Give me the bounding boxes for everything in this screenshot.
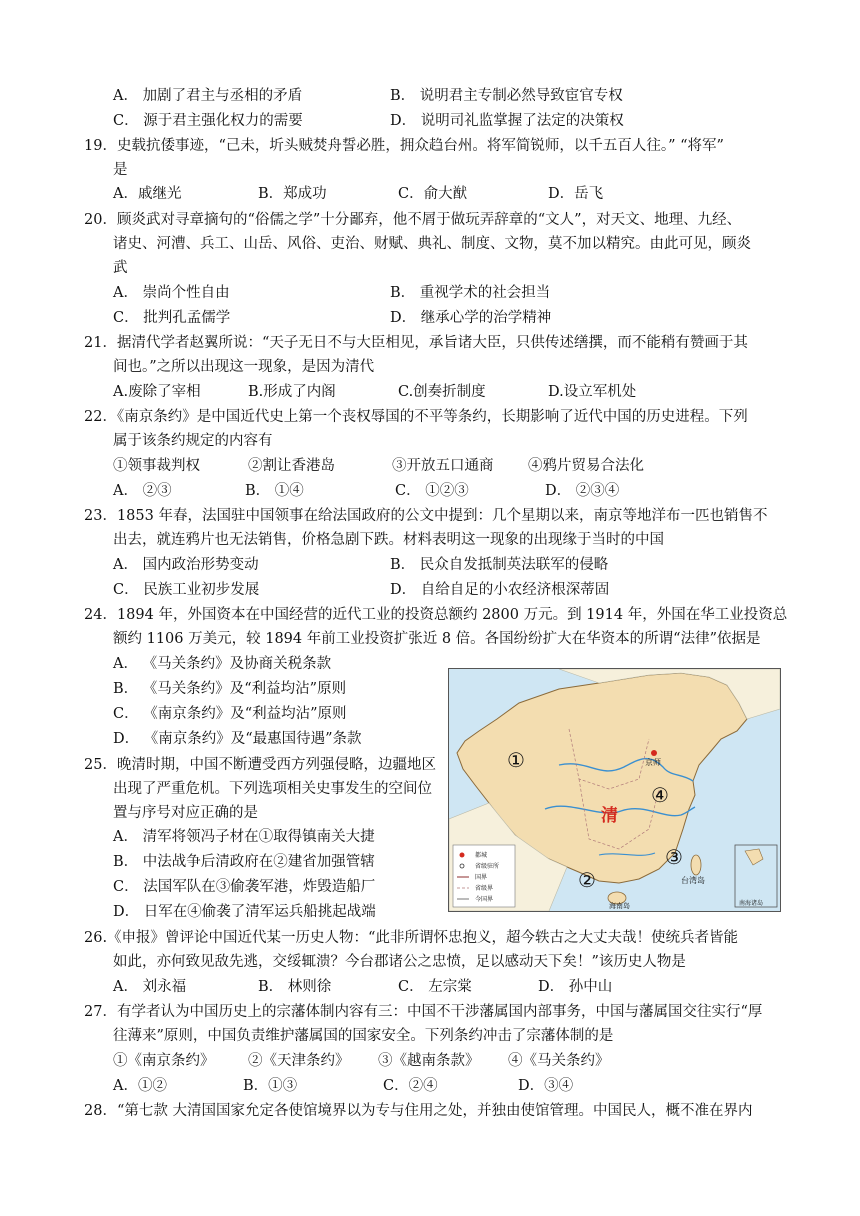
q24-stem-line1: 24．1894 年，外国资本在中国经营的近代工业的投资总额约 2800 万元。到 1914 年，外国在华工业投资总 <box>84 607 788 623</box>
q20-option-d[interactable]: D． 继承心学的治学精神 <box>390 310 552 326</box>
q23-option-c[interactable]: C． 民族工业初步发展 <box>113 582 260 598</box>
q21-option-d[interactable]: D.设立军机处 <box>548 384 637 400</box>
q24-option-a[interactable]: A． 《马关条约》及协商关税条款 <box>113 656 332 672</box>
q18-option-c[interactable]: C． 源于君主强化权力的需要 <box>113 113 303 129</box>
map-legend-labels: 都城 省级驻所 国界 省级界 今国界 <box>475 852 500 903</box>
q21-option-b[interactable]: B.形成了内阁 <box>248 384 336 400</box>
q19-stem-line1: 19．史载抗倭事迹，“己未，圻头贼焚舟誓必胜，拥众趋台州。将军简锐师，以千五百人往。” “将军” <box>84 138 724 154</box>
q24-option-c[interactable]: C． 《南京条约》及“利益均沾”原则 <box>113 706 347 722</box>
q27-option-c[interactable]: C．②④ <box>383 1078 438 1094</box>
q27-item-1: ①《南京条约》 <box>113 1053 215 1069</box>
qing-map-figure <box>448 668 781 912</box>
q24-stem-line2: 额约 1106 万美元，较 1894 年前工业投资扩张近 8 倍。各国纷纷扩大在华资本的所谓“法律”依据是 <box>113 631 761 647</box>
map-marker-3: ③ <box>665 845 683 869</box>
map-marker-2: ② <box>578 868 596 892</box>
q19-stem-line2: 是 <box>113 162 128 178</box>
q27-item-2: ②《天津条约》 <box>248 1053 350 1069</box>
q24-option-d[interactable]: D． 《南京条约》及“最惠国待遇”条款 <box>113 731 362 747</box>
map-hainan-label: 海南岛 <box>609 902 630 910</box>
map-marker-1: ① <box>507 748 525 772</box>
q22-item-2: ②割让香港岛 <box>248 458 335 474</box>
q22-option-b[interactable]: B． ①④ <box>245 483 304 499</box>
q18-option-b[interactable]: B． 说明君主专制必然导致宦官专权 <box>390 88 623 104</box>
q18-option-d[interactable]: D． 说明司礼监掌握了法定的决策权 <box>390 113 624 129</box>
q27-item-4: ④《马关条约》 <box>508 1053 610 1069</box>
q25-option-b[interactable]: B． 中法战争后清政府在②建省加强管辖 <box>113 854 375 870</box>
capital-marker <box>651 750 657 756</box>
q27-stem-line2: 往薄来”原则，中国负责维护藩属国的国家安全。下列条约冲击了宗藩体制的是 <box>113 1028 614 1044</box>
q25-option-a[interactable]: A． 清军将领冯子材在①取得镇南关大捷 <box>113 829 375 845</box>
q20-stem-line1: 20．顾炎武对寻章摘句的“俗儒之学”十分鄙弃，他不屑于做玩弄辞章的“文人”，对天文、地理、九经、 <box>84 212 742 228</box>
q20-stem-line2: 诸史、河漕、兵工、山岳、风俗、吏治、财赋、典礼、制度、文物，莫不加以精究。由此可见，顾炎 <box>113 236 751 252</box>
q19-option-c[interactable]: C．俞大猷 <box>398 186 468 202</box>
q23-option-b[interactable]: B． 民众自发抵制英法联军的侵略 <box>390 557 609 573</box>
q22-option-a[interactable]: A． ②③ <box>113 483 172 499</box>
q25-stem-line1: 25．晚清时期，中国不断遭受西方列强侵略，边疆地区 <box>84 757 436 773</box>
q20-option-c[interactable]: C． 批判孔孟儒学 <box>113 310 231 326</box>
q27-option-d[interactable]: D．③④ <box>518 1078 574 1094</box>
q24-option-b[interactable]: B． 《马关条约》及“利益均沾”原则 <box>113 681 347 697</box>
taiwan-island <box>691 855 701 875</box>
q25-option-c[interactable]: C． 法国军队在③偷袭军港，炸毁造船厂 <box>113 879 376 895</box>
q22-stem-line1: 22．《南京条约》是中国近代史上第一个丧权辱国的不平等条约，长期影响了近代中国的历史进程。下列 <box>84 409 748 425</box>
q19-option-d[interactable]: D．岳飞 <box>548 186 604 202</box>
q21-option-a[interactable]: A.废除了宰相 <box>113 384 201 400</box>
q27-option-a[interactable]: A．①② <box>113 1078 167 1094</box>
map-marker-4: ④ <box>651 783 669 807</box>
q26-option-a[interactable]: A． 刘永福 <box>113 979 187 995</box>
q26-option-c[interactable]: C． 左宗棠 <box>398 979 472 995</box>
q26-stem-line2: 如此，亦何致见敌先逃，交绥辄溃？今台郡诸公之忠愤，足以感动天下矣！”该历史人物是 <box>113 954 686 970</box>
q23-option-d[interactable]: D． 自给自足的小农经济根深蒂固 <box>390 582 610 598</box>
q23-option-a[interactable]: A． 国内政治形势变动 <box>113 557 259 573</box>
q23-stem-line2: 出去，就连鸦片也无法销售，价格急剧下跌。材料表明这一现象的出现缘于当时的中国 <box>113 532 664 548</box>
q25-stem-line3: 置与序号对应正确的是 <box>113 805 258 821</box>
q22-item-4: ④鸦片贸易合法化 <box>528 458 644 474</box>
q22-option-c[interactable]: C． ①②③ <box>395 483 469 499</box>
q23-stem-line1: 23．1853 年春，法国驻中国领事在给法国政府的公文中提到：几个星期以来，南京等地洋布一匹也销售不 <box>84 508 768 524</box>
q27-stem-line1: 27．有学者认为中国历史上的宗藩体制内容有三：中国不干涉藩属国内部事务，中国与藩属国交往实行“厚 <box>84 1004 763 1020</box>
q22-stem-line2: 属于该条约规定的内容有 <box>113 433 273 449</box>
q18-option-a[interactable]: A． 加剧了君主与丞相的矛盾 <box>113 88 303 104</box>
q27-item-3: ③《越南条款》 <box>378 1053 480 1069</box>
q20-option-b[interactable]: B． 重视学术的社会担当 <box>390 285 551 301</box>
q21-option-c[interactable]: C.创奏折制度 <box>398 384 486 400</box>
q21-stem-line1: 21．据清代学者赵翼所说：“天子无日不与大臣相见，承旨诸大臣，只供传述缮撰，而不能稍有赞画于其 <box>84 335 748 351</box>
q20-option-a[interactable]: A． 崇尚个性自由 <box>113 285 230 301</box>
q20-stem-line3: 武 <box>113 260 128 276</box>
map-inset-label: 南海诸岛 <box>739 900 764 907</box>
q22-item-1: ①领事裁判权 <box>113 458 200 474</box>
q22-option-d[interactable]: D． ②③④ <box>545 483 620 499</box>
q26-option-d[interactable]: D． 孙中山 <box>538 979 613 995</box>
q25-option-d[interactable]: D． 日军在④偷袭了清军运兵船挑起战端 <box>113 904 376 920</box>
q22-item-3: ③开放五口通商 <box>392 458 494 474</box>
map-capital-label: 京师 <box>645 758 661 767</box>
q27-option-b[interactable]: B．①③ <box>243 1078 298 1094</box>
q25-stem-line2: 出现了严重危机。下列选项相关史事发生的空间位 <box>113 781 432 797</box>
q21-stem-line2: 间也。”之所以出现这一现象，是因为清代 <box>113 359 375 375</box>
q28-stem-line1: 28．“第七款 大清国国家允定各使馆境界以为专与住用之处，并独由使馆管理。中国民人，概不准在界内 <box>84 1103 753 1119</box>
map-taiwan-label: 台湾岛 <box>681 876 705 885</box>
q19-option-a[interactable]: A．戚继光 <box>113 186 182 202</box>
q26-stem-line1: 26.《申报》曾评论中国近代某一历史人物：“此非所谓怀忠抱义，超今轶古之大丈夫哉！使统兵者皆能 <box>84 930 738 946</box>
map-qing-label: 清 <box>601 806 618 826</box>
q26-option-b[interactable]: B． 林则徐 <box>258 979 332 995</box>
q19-option-b[interactable]: B．郑成功 <box>258 186 327 202</box>
